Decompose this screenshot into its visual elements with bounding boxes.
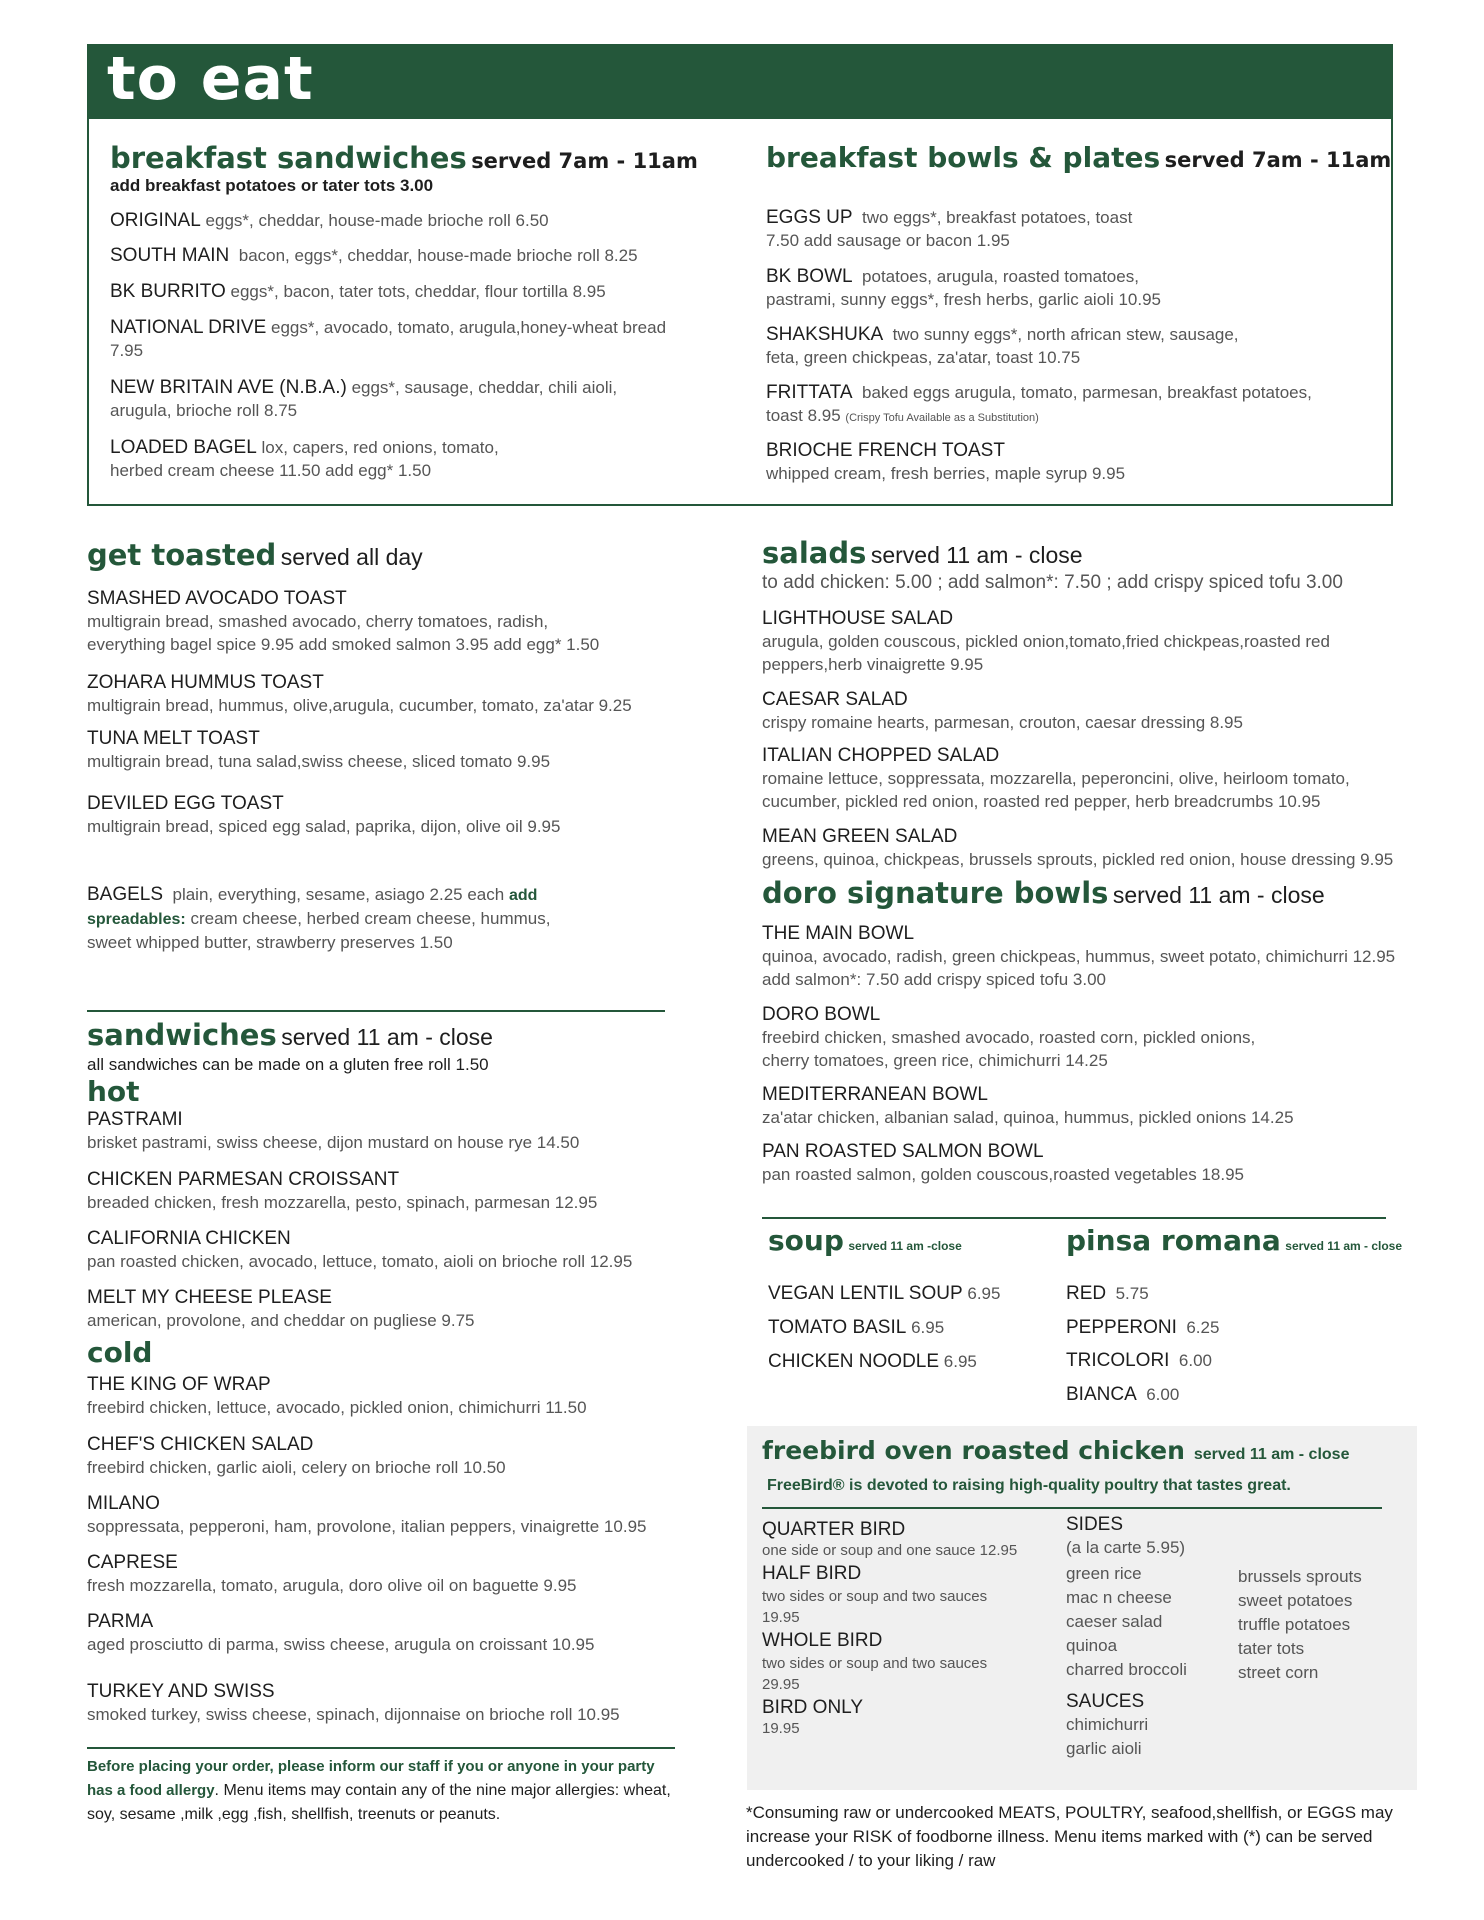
option-price: 19.95 (762, 1720, 800, 1737)
item-desc: pan roasted chicken, avocado, lettuce, tomato, aioli on brioche roll 12.95 (87, 1252, 633, 1271)
item-desc: smoked turkey, swiss cheese, spinach, dijonnaise on brioche roll 10.95 (87, 1705, 620, 1724)
item-name: BIANCA (1066, 1384, 1137, 1405)
item-desc: 7.95 (110, 341, 144, 360)
soup-title: soup (768, 1224, 844, 1257)
soup-served: served 11 am -close (848, 1239, 962, 1253)
item-price: 5.75 (1115, 1284, 1149, 1303)
divider (762, 1217, 1386, 1219)
side-item: charred broccoli (1066, 1660, 1187, 1679)
option-name: HALF BIRD (762, 1563, 862, 1584)
item-desc: feta, green chickpeas, za'atar, toast 10.75 (766, 348, 1081, 367)
item-name: ITALIAN CHOPPED SALAD (762, 745, 1000, 766)
item-name: BK BURRITO (110, 281, 226, 302)
sandwiches-title: sandwiches (87, 1018, 277, 1052)
sauces-label: SAUCES (1066, 1691, 1145, 1712)
item-price: 6.95 (943, 1352, 977, 1371)
breakfast-sandwiches-heading (110, 143, 698, 175)
menu-item (762, 922, 1395, 991)
side-item: quinoa (1066, 1636, 1118, 1655)
item-desc: za'atar chicken, albanian salad, quinoa, hummus, pickled onions 14.25 (762, 1108, 1294, 1127)
bagels-item (87, 883, 550, 954)
menu-item (87, 1610, 594, 1656)
cold-label: cold (87, 1336, 153, 1369)
soup-item (768, 1316, 944, 1339)
item-name: CHICKEN NOODLE (768, 1351, 940, 1372)
item-desc: pan roasted salmon, golden couscous,roasted vegetables 18.95 (762, 1165, 1244, 1184)
option-name: BIRD ONLY (762, 1697, 864, 1718)
item-desc: herbed cream cheese 11.50 add egg* 1.50 (110, 461, 432, 480)
divider (762, 1507, 1382, 1509)
bowls-served: served 11 am - close (1112, 882, 1325, 908)
item-name: TUNA MELT TOAST (87, 728, 260, 749)
menu-item (766, 265, 1161, 311)
side-item: truffle potatoes (1238, 1615, 1351, 1634)
item-name: THE MAIN BOWL (762, 923, 915, 944)
menu-item (110, 209, 549, 232)
allergy-notice (87, 1755, 677, 1827)
item-desc: lox, capers, red onions, tomato, (261, 438, 499, 457)
item-desc: arugula, brioche roll 8.75 (110, 401, 298, 420)
get-toasted-heading (87, 540, 423, 572)
item-name: CHEF'S CHICKEN SALAD (87, 1434, 314, 1455)
pinsa-item (1066, 1282, 1149, 1305)
salads-title: salads (762, 536, 867, 570)
item-desc: everything bagel spice 9.95 add smoked salmon 3.95 add egg* 1.50 (87, 635, 600, 654)
menu-item (87, 792, 560, 838)
item-desc: brisket pastrami, swiss cheese, dijon mustard on house rye 14.50 (87, 1133, 580, 1152)
sauce-item: chimichurri (1066, 1715, 1149, 1734)
item-desc: arugula, golden couscous, pickled onion,tomato,fried chickpeas,roasted red (762, 632, 1330, 651)
menu-item (110, 316, 666, 362)
item-price: 6.25 (1186, 1318, 1220, 1337)
item-name: CAESAR SALAD (762, 689, 908, 710)
item-name: PARMA (87, 1611, 154, 1632)
item-desc: toast 8.95 (766, 406, 841, 425)
item-desc: fresh mozzarella, tomato, arugula, doro olive oil on baguette 9.95 (87, 1576, 577, 1595)
item-desc: freebird chicken, lettuce, avocado, pickled onion, chimichurri 11.50 (87, 1398, 587, 1417)
option-price: 19.95 (762, 1609, 800, 1626)
item-name: CALIFORNIA CHICKEN (87, 1228, 291, 1249)
side-item: green rice (1066, 1564, 1142, 1583)
option-desc: one side or soup and one sauce 12.95 (762, 1542, 1018, 1559)
breakfast-bowls-heading (766, 143, 1391, 174)
option-name: QUARTER BIRD (762, 1519, 906, 1540)
get-toasted-title: get toasted (87, 538, 277, 572)
divider (87, 1010, 665, 1012)
menu-item (762, 825, 1393, 871)
pinsa-title: pinsa romana (1066, 1224, 1281, 1257)
salads-served: served 11 am - close (870, 542, 1083, 568)
item-name: EGGS UP (766, 207, 853, 228)
item-desc: eggs*, sausage, cheddar, chili aioli, (351, 378, 618, 397)
side-item: sweet potatoes (1238, 1591, 1353, 1610)
menu-item (762, 1083, 1294, 1129)
item-desc: potatoes, arugula, roasted tomatoes, (862, 267, 1139, 286)
item-desc: cherry tomatoes, green rice, chimichurri 14.25 (762, 1051, 1108, 1070)
item-name: ZOHARA HUMMUS TOAST (87, 672, 324, 693)
item-desc: plain, everything, sesame, asiago 2.25 each (172, 885, 505, 904)
item-name: DORO BOWL (762, 1004, 881, 1025)
pinsa-item (1066, 1349, 1212, 1372)
item-desc: pastrami, sunny eggs*, fresh herbs, garlic aioli 10.95 (766, 290, 1161, 309)
item-name: BK BOWL (766, 266, 853, 287)
item-name: SMASHED AVOCADO TOAST (87, 588, 347, 609)
item-name: RED (1066, 1283, 1107, 1304)
soup-item (768, 1282, 1000, 1305)
chicken-options (762, 1519, 1017, 1739)
chicken-tagline: FreeBird® is devoted to raising high-quality poultry that tastes great. (767, 1477, 1291, 1494)
sandwiches-served: served 11 am - close (281, 1024, 493, 1050)
chicken-served: served 11 am - close (1193, 1446, 1350, 1463)
pinsa-item (1066, 1316, 1219, 1339)
item-name: ORIGINAL (110, 210, 201, 231)
menu-item (87, 1492, 646, 1538)
item-desc: american, provolone, and cheddar on pugliese 9.75 (87, 1311, 475, 1330)
menu-item (766, 439, 1125, 485)
item-desc: two eggs*, breakfast potatoes, toast (862, 208, 1133, 227)
breakfast-sandwiches-served: served 7am - 11am (471, 149, 698, 173)
item-price: 6.95 (967, 1284, 1001, 1303)
item-name: MEAN GREEN SALAD (762, 826, 958, 847)
item-desc: 7.50 add sausage or bacon 1.95 (766, 231, 1010, 250)
menu-item (110, 280, 606, 303)
menu-item (87, 1108, 579, 1154)
menu-item (762, 688, 1243, 734)
item-price: 6.00 (1178, 1351, 1212, 1370)
menu-item (766, 323, 1239, 369)
menu-item (87, 1551, 577, 1597)
menu-item (87, 1286, 475, 1332)
breakfast-sandwiches-title: breakfast sandwiches (110, 141, 467, 175)
item-desc: romaine lettuce, soppressata, mozzarella, peperoncini, olive, heirloom tomato, (762, 769, 1350, 788)
item-name: MELT MY CHEESE PLEASE (87, 1287, 332, 1308)
item-desc: cream cheese, herbed cream cheese, hummus, (190, 909, 551, 928)
item-note: (Crispy Tofu Available as a Substitution) (845, 412, 1039, 424)
item-price: 6.95 (911, 1318, 945, 1337)
item-desc: multigrain bread, hummus, olive,arugula, cucumber, tomato, za'atar 9.25 (87, 696, 632, 715)
item-desc: greens, quinoa, chickpeas, brussels sprouts, pickled red onion, house dressing 9.95 (762, 850, 1394, 869)
option-price: 29.95 (762, 1676, 800, 1693)
sandwiches-heading (87, 1020, 493, 1052)
menu-item (766, 206, 1132, 252)
bowls-title: doro signature bowls (762, 876, 1109, 910)
side-item: brussels sprouts (1238, 1567, 1362, 1586)
option-desc: two sides or soup and two sauces (762, 1655, 988, 1672)
menu-item (762, 1003, 1255, 1072)
item-name: FRITTATA (766, 382, 853, 403)
menu-item (762, 1140, 1244, 1186)
menu-item (87, 671, 632, 717)
item-desc: crispy romaine hearts, parmesan, crouton, caesar dressing 8.95 (762, 713, 1243, 732)
allergy-bold: Before placing your order, please inform our staff if you or anyone in your party has a food allergy (87, 1758, 655, 1799)
item-desc: sweet whipped butter, strawberry preserves 1.50 (87, 933, 453, 952)
sandwiches-note: all sandwiches can be made on a gluten free roll 1.50 (87, 1055, 489, 1074)
option-name: WHOLE BIRD (762, 1630, 883, 1651)
pinsa-item (1066, 1383, 1179, 1406)
item-desc: peppers,herb vinaigrette 9.95 (762, 655, 984, 674)
item-name: PASTRAMI (87, 1109, 183, 1130)
menu-item (87, 1680, 620, 1726)
pinsa-heading (1066, 1226, 1402, 1257)
chicken-heading (762, 1437, 1349, 1465)
consumption-disclaimer: *Consuming raw or undercooked MEATS, POULTRY, seafood,shellfish, or EGGS may increase your RISK of foodborne illness. Menu items marked with (*) can be served undercooked / to your liking / raw (746, 1803, 1393, 1870)
menu-item (762, 607, 1330, 676)
to-eat-title: to eat (107, 44, 314, 114)
item-name: LOADED BAGEL (110, 437, 257, 458)
side-item: tater tots (1238, 1639, 1305, 1658)
item-name: BAGELS (87, 884, 164, 905)
salads-heading (762, 538, 1083, 570)
add-label: add (508, 887, 538, 904)
soup-item (768, 1350, 977, 1373)
item-desc: multigrain bread, spiced egg salad, paprika, dijon, olive oil 9.95 (87, 817, 561, 836)
side-item: mac n cheese (1066, 1588, 1172, 1607)
item-desc: eggs*, bacon, tater tots, cheddar, flour tortilla 8.95 (230, 282, 606, 301)
side-item: caeser salad (1066, 1612, 1163, 1631)
item-name: MILANO (87, 1493, 160, 1514)
item-name: BRIOCHE FRENCH TOAST (766, 440, 1005, 461)
sides-label: SIDES (1066, 1514, 1124, 1535)
menu-item (766, 381, 1312, 430)
item-desc: two sunny eggs*, north african stew, sausage, (892, 325, 1239, 344)
item-desc: freebird chicken, smashed avocado, roasted corn, pickled onions, (762, 1028, 1256, 1047)
item-name: MEDITERRANEAN BOWL (762, 1084, 988, 1105)
item-name: THE KING OF WRAP (87, 1374, 271, 1395)
item-desc: cucumber, pickled red onion, roasted red pepper, herb breadcrumbs 10.95 (762, 792, 1321, 811)
item-desc: eggs*, avocado, tomato, arugula,honey-wheat bread (270, 318, 667, 337)
spreadables-label: spreadables: (87, 911, 186, 928)
sides-block (1066, 1514, 1185, 1558)
item-desc: eggs*, cheddar, house-made brioche roll 6.50 (205, 211, 549, 230)
menu-item (110, 244, 638, 267)
soup-heading (768, 1226, 962, 1257)
sides-col2 (1238, 1565, 1362, 1685)
item-desc: baked eggs arugula, tomato, parmesan, breakfast potatoes, (862, 383, 1312, 402)
item-price: 6.00 (1146, 1385, 1180, 1404)
divider (87, 1747, 675, 1749)
item-name: PAN ROASTED SALMON BOWL (762, 1141, 1044, 1162)
item-name: CHICKEN PARMESAN CROISSANT (87, 1169, 400, 1190)
hot-label: hot (87, 1075, 140, 1108)
item-name: NATIONAL DRIVE (110, 317, 267, 338)
item-name: LIGHTHOUSE SALAD (762, 608, 954, 629)
item-name: CAPRESE (87, 1552, 178, 1573)
item-desc: whipped cream, fresh berries, maple syrup 9.95 (766, 464, 1126, 483)
menu-item (762, 744, 1350, 813)
menu-item (87, 1168, 597, 1214)
item-name: SHAKSHUKA (766, 324, 884, 345)
item-desc: add salmon*: 7.50 add crispy spiced tofu 3.00 (762, 970, 1106, 989)
breakfast-sandwiches-note: add breakfast potatoes or tater tots 3.00 (110, 176, 434, 195)
item-name: PEPPERONI (1066, 1317, 1177, 1338)
menu-item (87, 587, 599, 656)
menu-item (110, 436, 499, 482)
allergy-rest: . Menu items may contain any of the nine major allergies: wheat, soy, sesame ,milk ,egg ,fish, shellfish, treenuts or peanuts. (87, 1782, 671, 1823)
item-name: NEW BRITAIN AVE (N.B.A.) (110, 377, 347, 398)
menu-item (110, 376, 617, 422)
item-desc: aged prosciutto di parma, swiss cheese, arugula on croissant 10.95 (87, 1635, 595, 1654)
chicken-title: freebird oven roasted chicken (762, 1436, 1185, 1465)
menu-item (87, 727, 550, 773)
menu-item (87, 1373, 587, 1419)
breakfast-bowls-served: served 7am - 11am (1164, 148, 1392, 172)
item-name: VEGAN LENTIL SOUP (768, 1283, 963, 1304)
item-desc: breaded chicken, fresh mozzarella, pesto, spinach, parmesan 12.95 (87, 1193, 598, 1212)
breakfast-bowls-title: breakfast bowls & plates (766, 141, 1161, 174)
to-eat-header (89, 46, 1391, 119)
option-desc: two sides or soup and two sauces (762, 1588, 988, 1605)
item-desc: freebird chicken, garlic aioli, celery on brioche roll 10.50 (87, 1458, 506, 1477)
item-name: DEVILED EGG TOAST (87, 793, 284, 814)
menu-item (87, 1227, 632, 1273)
salads-note: to add chicken: 5.00 ; add salmon*: 7.50 ; add crispy spiced tofu 3.00 (762, 572, 1343, 593)
get-toasted-served: served all day (280, 544, 423, 570)
item-desc: soppressata, pepperoni, ham, provolone, italian peppers, vinaigrette 10.95 (87, 1517, 647, 1536)
sides-col1 (1066, 1562, 1187, 1682)
bowls-heading (762, 878, 1325, 910)
pinsa-served: served 11 am - close (1285, 1239, 1403, 1253)
item-name: SOUTH MAIN (110, 245, 230, 266)
side-item: street corn (1238, 1663, 1319, 1682)
item-desc: bacon, eggs*, cheddar, house-made brioche roll 8.25 (238, 246, 638, 265)
sides-price: (a la carte 5.95) (1066, 1538, 1186, 1557)
item-name: TOMATO BASIL (768, 1317, 907, 1338)
item-desc: quinoa, avocado, radish, green chickpeas, hummus, sweet potato, chimichurri 12.95 (762, 947, 1396, 966)
sauces-block (1066, 1691, 1148, 1761)
menu-item (87, 1433, 506, 1479)
item-desc: multigrain bread, tuna salad,swiss cheese, sliced tomato 9.95 (87, 752, 551, 771)
sauce-item: garlic aioli (1066, 1739, 1142, 1758)
item-desc: multigrain bread, smashed avocado, cherry tomatoes, radish, (87, 612, 549, 631)
item-name: TURKEY AND SWISS (87, 1681, 275, 1702)
item-name: TRICOLORI (1066, 1350, 1170, 1371)
